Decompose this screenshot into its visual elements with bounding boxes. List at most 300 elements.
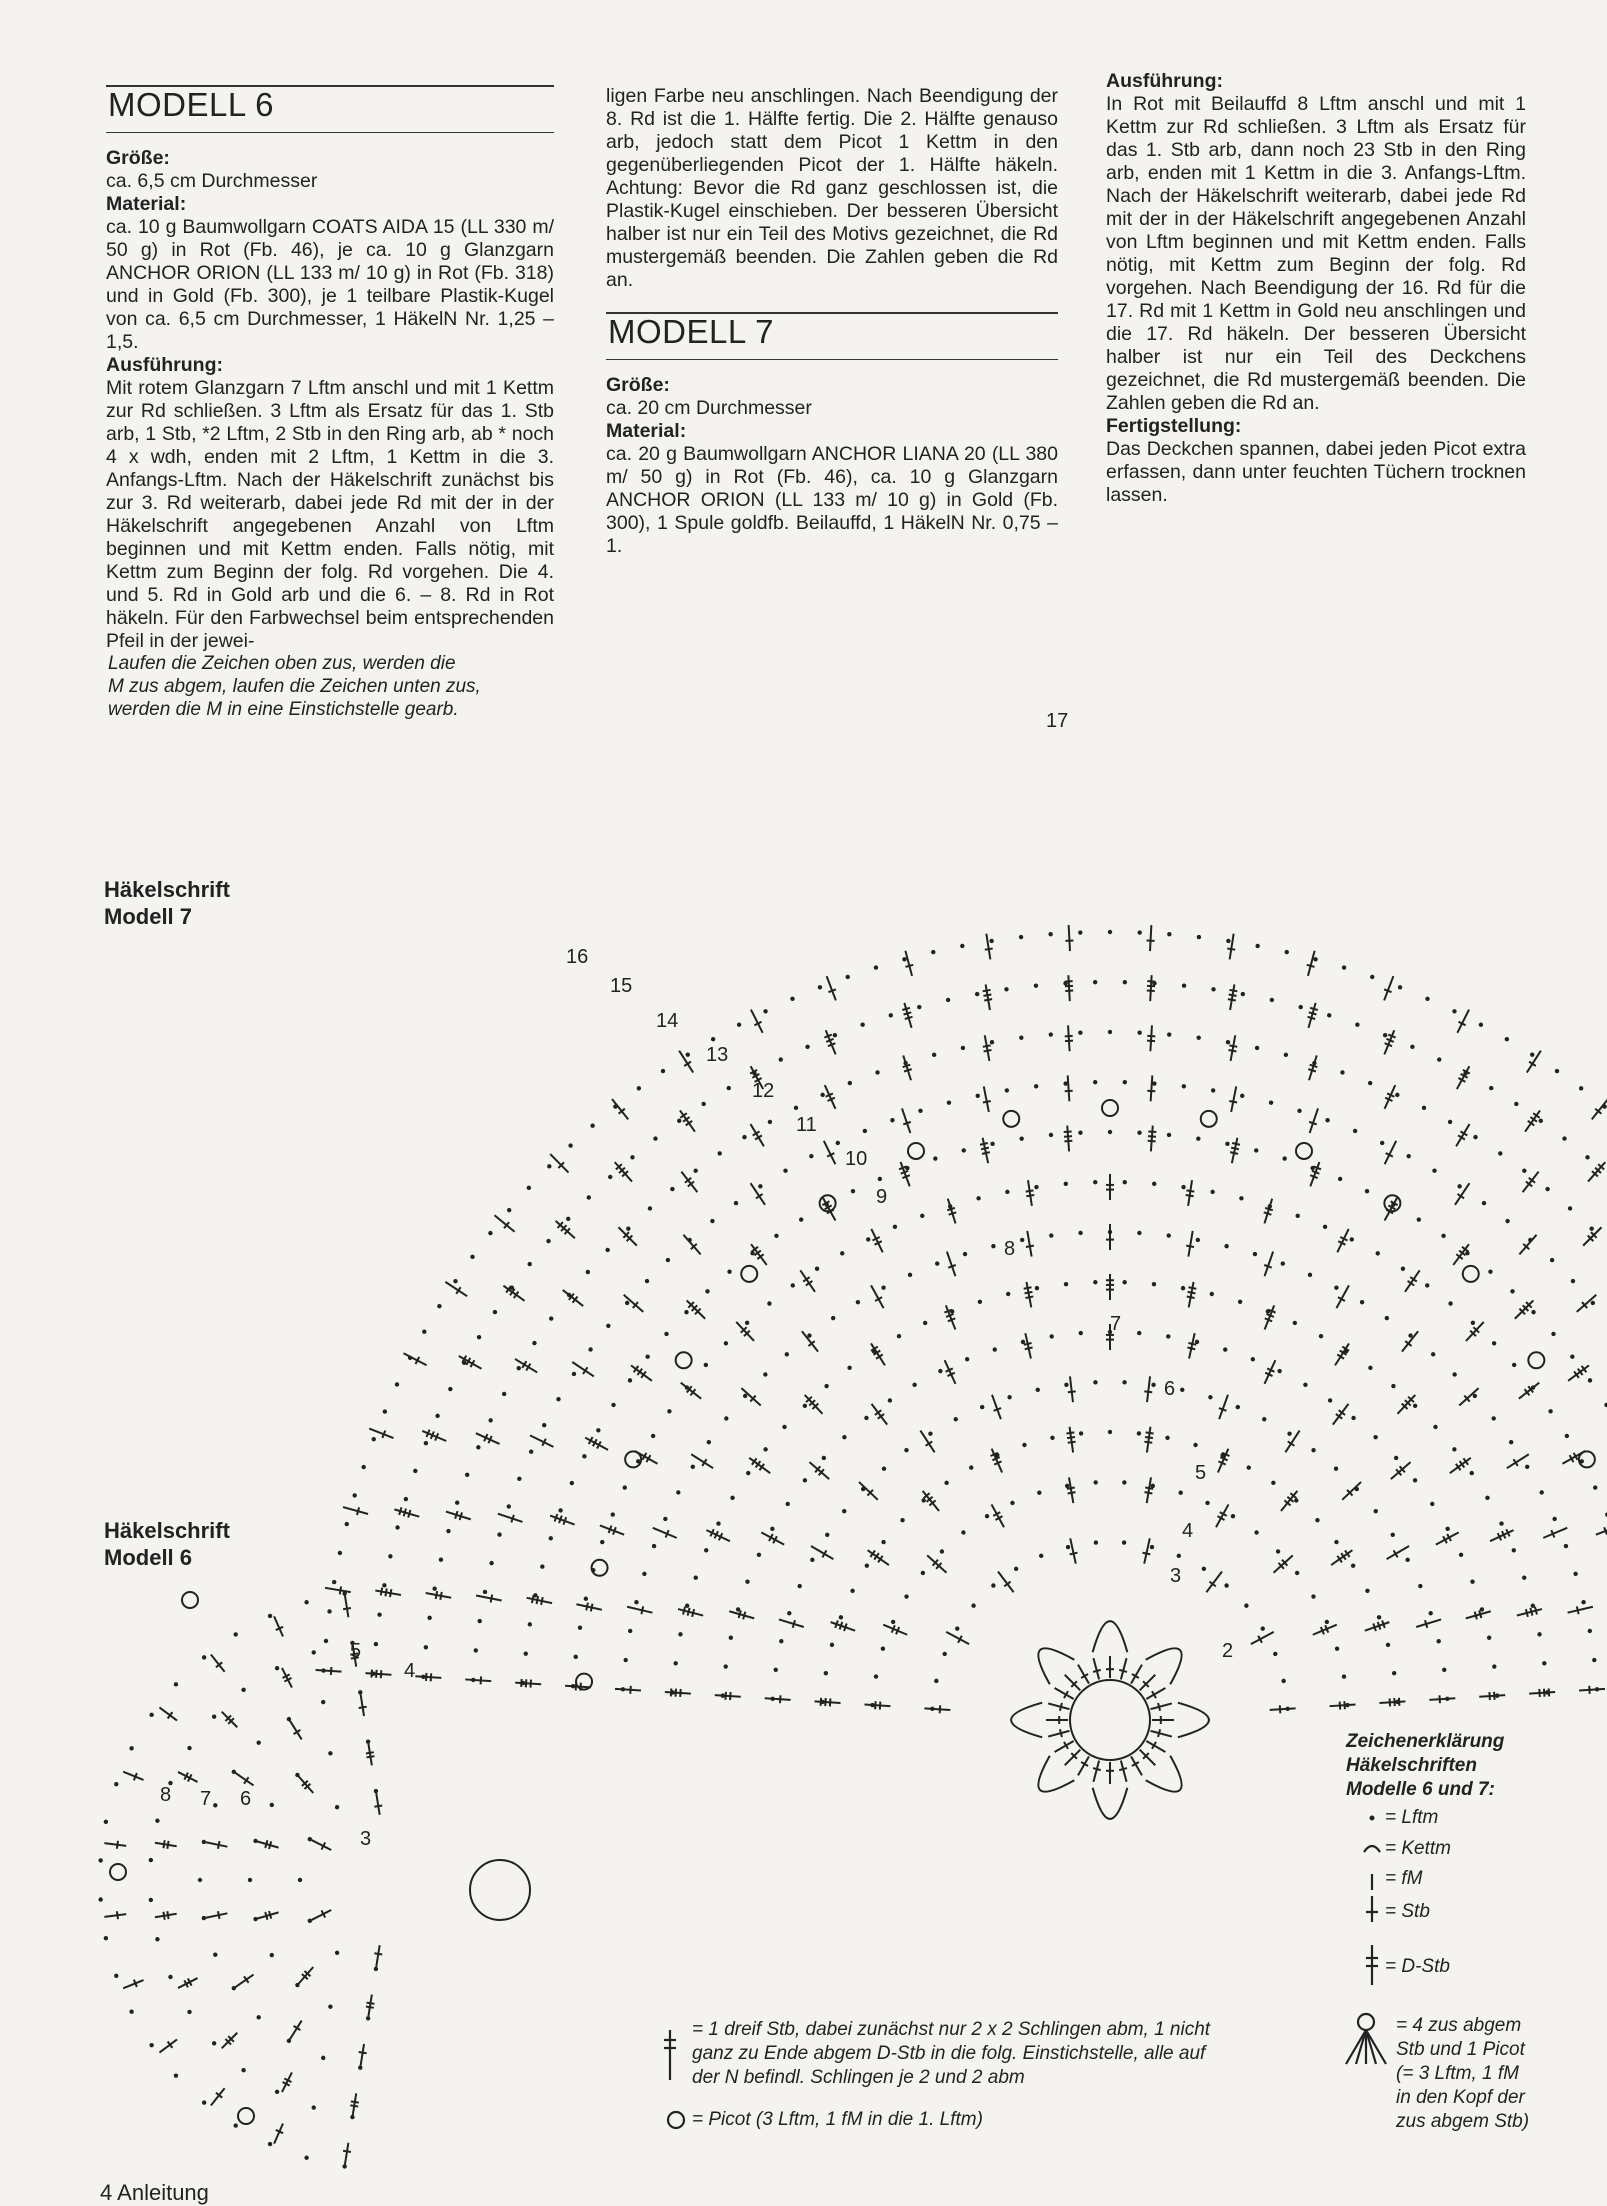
chain-stitch-symbol <box>729 1636 733 1640</box>
chain-stitch-symbol <box>424 1441 428 1445</box>
diagram6-round-5: 5 <box>350 1640 361 1663</box>
chain-stitch-symbol <box>831 1316 835 1320</box>
chain-stitch-symbol <box>1181 1185 1185 1189</box>
chain-stitch-symbol <box>342 2164 346 2168</box>
chain-stitch-symbol <box>975 992 979 996</box>
chain-stitch-symbol <box>1479 1023 1483 1027</box>
stitch-symbol <box>376 1670 377 1678</box>
stitch-symbol <box>521 1679 522 1687</box>
stitch-symbol <box>826 1039 833 1042</box>
chain-stitch-symbol <box>815 1267 819 1271</box>
stitch-symbol <box>1385 1043 1392 1046</box>
stitch-symbol <box>511 1515 514 1523</box>
chain-stitch-symbol <box>361 1465 365 1469</box>
chain-stitch-symbol <box>779 1057 783 1061</box>
chain-stitch-symbol <box>651 1434 655 1438</box>
chain-stitch-symbol <box>476 1445 480 1449</box>
chain-stitch-symbol <box>1297 1109 1301 1113</box>
chain-stitch-symbol <box>338 1551 342 1555</box>
chain-stitch-symbol <box>1137 1331 1141 1335</box>
model7-instructions: In Rot mit Beilauffd 8 Lftm anschl und mit 1 Kettm zur Rd schließen. 3 Lftm als Ersatz für das 1. Stb arb, dann noch 23 Stb in den Ring arb, enden mit 1 Kettm in die 3. Anfangs-Lftm. Nach der Häkelschrift weiterarb, dabei jede Rd mit der in der Häkelschrift angegebenen Anzahl von Lftm beginnen und mit Kettm enden. Falls nötig, mit Kettm zum Beginn der folg. Rd vorgehen. Nach Beendigung der 16. Rd für die 17. Rd mit 1 Kettm in Gold neu anschlingen und die 17. Rd häkeln. Der besseren Übersicht halber ist nur ein Teil des Deckchens gezeichnet, die Rd mustergemäß beenden. Die Zahlen geben die Rd an. <box>1106 93 1526 415</box>
stitch-symbol <box>1265 1318 1272 1321</box>
stitch-symbol <box>676 1689 677 1697</box>
chain-stitch-symbol <box>645 1279 649 1283</box>
stitch-symbol <box>641 1606 643 1614</box>
chain-stitch-symbol <box>1418 1584 1422 1588</box>
chain-stitch-symbol <box>860 1022 864 1026</box>
chain-stitch-symbol <box>960 944 964 948</box>
chain-stitch-symbol <box>453 1279 457 1283</box>
stitch-symbol <box>1378 1622 1381 1630</box>
legend-dreif-line3: der N befindl. Schlingen je 2 und 2 abm <box>692 2066 1292 2090</box>
stitch-symbol <box>809 1462 829 1479</box>
picot-symbol <box>1296 1143 1312 1159</box>
diagram6-label-line2: Modell 6 <box>104 1544 230 1571</box>
stitch-symbol <box>1119 1768 1127 1770</box>
chain-stitch-symbol <box>388 1554 392 1558</box>
diagram7-label-line2: Modell 7 <box>104 903 230 930</box>
stitch-symbol <box>117 1911 118 1919</box>
chain-stitch-symbol <box>1039 1554 1043 1558</box>
chain-stitch-symbol <box>1108 1130 1112 1134</box>
stitch-symbol <box>1307 1017 1315 1019</box>
cluster-stem-icon <box>1366 2030 1376 2064</box>
stitch-symbol <box>1025 1333 1031 1358</box>
chain-stitch-symbol <box>701 1102 705 1106</box>
chain-stitch-symbol <box>234 2123 238 2127</box>
chain-stitch-symbol <box>435 1414 439 1418</box>
chain-stitch-symbol <box>779 1639 783 1643</box>
chain-stitch-symbol <box>1167 1133 1171 1137</box>
model6-size: ca. 6,5 cm Durchmesser <box>106 170 554 193</box>
stitch-symbol <box>1549 1688 1550 1696</box>
chain-stitch-symbol <box>1014 1567 1018 1571</box>
chain-stitch-symbol <box>1037 1491 1041 1495</box>
stitch-symbol <box>1309 1055 1317 1080</box>
chain-stitch-symbol <box>1137 1231 1141 1235</box>
stitch-symbol <box>730 1692 731 1700</box>
stitch-symbol <box>1070 1553 1078 1555</box>
chain-stitch-symbol <box>372 1437 376 1441</box>
stitch-symbol <box>1064 1131 1072 1132</box>
chain-stitch-symbol <box>676 1490 680 1494</box>
stitch-symbol <box>681 1172 697 1192</box>
chain-stitch-symbol <box>980 1405 984 1409</box>
chain-stitch-symbol <box>989 939 993 943</box>
stitch-symbol <box>1388 1035 1395 1038</box>
stitch-symbol <box>904 1069 912 1071</box>
stitch-symbol <box>366 2007 374 2008</box>
diagram7-label-line1: Häkelschrift <box>104 876 230 903</box>
stitch-symbol <box>375 1590 401 1595</box>
diagram7-chart <box>316 925 1607 1819</box>
legend-heading-line2: Häkelschriften <box>1346 1754 1546 1778</box>
stitch-symbol <box>515 1359 537 1372</box>
chain-stitch-symbol <box>742 1135 746 1139</box>
chain-stitch-symbol <box>213 1803 217 1807</box>
stitch-symbol <box>1264 1212 1272 1214</box>
chain-stitch-symbol <box>830 1643 834 1647</box>
chain-stitch-symbol <box>1150 1545 1154 1549</box>
stitch-symbol <box>1093 1761 1099 1782</box>
chain-stitch-symbol <box>470 1255 474 1259</box>
chain-stitch-symbol <box>1004 987 1008 991</box>
model6-size-label: Größe: <box>106 147 554 170</box>
chain-stitch-symbol <box>304 1600 308 1604</box>
chain-stitch-symbol <box>605 1248 609 1252</box>
model6-instructions-part1: Mit rotem Glanzgarn 7 Lftm anschl und mit 1 Kettm zur Rd schließen. 3 Lftm als Ersatz für das 1. Stb arb, 1 Stb, *2 Lftm, 2 Stb in den Ring arb, ab * noch 4 x wdh, enden mit 2 Lftm, 1 Kettm in die 3. Anfangs-Lftm. Nach der Häkelschrift zunächst bis zur 3. Rd weiterarb, dabei jede Rd mit der in der Häkelschrift angegebenen Anzahl von Lftm beginnen und mit Kettm enden. Falls nötig, mit Kettm zum Beginn der folg. Rd vorgehen. Die 4. und 5. Rd in Gold arb und die 6. – 8. Rd in Rot häkeln. Für den Farbwechsel beim entsprechenden Pfeil in der jewei- <box>106 377 554 653</box>
stitch-symbol <box>1526 1609 1528 1617</box>
stitch-symbol <box>994 1408 1002 1411</box>
model6-instructions-label: Ausführung: <box>106 354 554 377</box>
symbol-note-line2: M zus abgem, laufen die Zeichen unten zus, <box>108 675 481 698</box>
stitch-symbol <box>1312 1171 1319 1174</box>
chain-stitch-symbol <box>1459 1553 1463 1557</box>
stitch-symbol <box>948 1318 955 1321</box>
chain-stitch-symbol <box>1573 1572 1577 1576</box>
legend-heading-line1: Zeichenerklärung <box>1346 1730 1546 1754</box>
stitch-symbol <box>576 1604 601 1610</box>
chain-stitch-symbol <box>478 1619 482 1623</box>
stitch-symbol <box>779 1619 804 1627</box>
stitch-symbol <box>1068 1492 1076 1493</box>
chain-stitch-symbol <box>1137 1030 1141 1034</box>
chain-stitch-symbol <box>1122 1380 1126 1384</box>
stitch-symbol <box>1150 1025 1152 1051</box>
chain-stitch-symbol <box>1021 1340 1025 1344</box>
chain-stitch-symbol <box>1335 1647 1339 1651</box>
chain-stitch-symbol <box>745 1580 749 1584</box>
chain-stitch-symbol <box>377 1612 381 1616</box>
stitch-symbol <box>1144 1391 1152 1392</box>
chain-stitch-symbol <box>1247 1465 1251 1469</box>
chain-stitch-symbol <box>268 1614 272 1618</box>
stitch-symbol <box>750 1124 763 1146</box>
stitch-symbol <box>415 1676 441 1678</box>
chain-stitch-symbol <box>763 1009 767 1013</box>
stitch-symbol <box>134 1980 137 1987</box>
chain-stitch-symbol <box>1368 1081 1372 1085</box>
cluster-stem-icon <box>1346 2030 1366 2064</box>
stitch-symbol <box>1229 1045 1237 1046</box>
legend-cluster-line1: = 4 zus abgem <box>1396 2014 1556 2038</box>
chain-stitch-symbol <box>1281 1679 1285 1683</box>
chain-stitch-symbol <box>904 1594 908 1598</box>
chain-stitch-symbol <box>1093 1480 1097 1484</box>
chain-stitch-symbol <box>524 1651 528 1655</box>
stitch-symbol <box>725 1692 726 1700</box>
diagram7-round-15: 15 <box>610 975 632 998</box>
chain-stitch-symbol <box>790 997 794 1001</box>
chain-stitch-symbol <box>1581 1600 1585 1604</box>
stitch-symbol <box>1068 1391 1076 1392</box>
chain-stitch-symbol <box>1485 1496 1489 1500</box>
chain-stitch-symbol <box>155 1819 159 1823</box>
chain-stitch-symbol <box>1383 1033 1387 1037</box>
chain-stitch-symbol <box>1492 1664 1496 1668</box>
stitch-symbol <box>615 1689 641 1691</box>
chain-stitch-symbol <box>902 957 906 961</box>
stitch-symbol <box>765 1698 791 1700</box>
stitch-symbol <box>1229 995 1237 996</box>
stitch-symbol <box>751 1183 765 1205</box>
chain-stitch-symbol <box>1392 1671 1396 1675</box>
stitch-symbol <box>692 1609 694 1617</box>
stitch-symbol <box>299 1776 314 1793</box>
chain-stitch-symbol <box>1565 1434 1569 1438</box>
stitch-symbol <box>494 1215 514 1231</box>
stitch-symbol <box>1151 1126 1153 1152</box>
chain-stitch-symbol <box>1370 975 1374 979</box>
stitch-symbol <box>541 1597 543 1605</box>
chain-stitch-symbol <box>667 1409 671 1413</box>
chain-stitch-symbol <box>1442 1668 1446 1672</box>
chain-stitch-symbol <box>1552 1517 1556 1521</box>
chain-stitch-symbol <box>1436 1639 1440 1643</box>
stitch-symbol <box>902 1175 909 1178</box>
chain-stitch-symbol <box>1313 957 1317 961</box>
chain-stitch-symbol <box>670 1187 674 1191</box>
stitch-symbol <box>357 1507 359 1515</box>
chain-stitch-symbol <box>529 1450 533 1454</box>
stitch-symbol <box>1455 1183 1469 1205</box>
chain-stitch-symbol <box>1585 1155 1589 1159</box>
chain-stitch-symbol <box>1240 1094 1244 1098</box>
chain-stitch-symbol <box>893 1225 897 1229</box>
symbol-note-line3: werden die M in eine Einstichstelle gearb. <box>108 698 481 721</box>
chain-stitch-symbol <box>637 1086 641 1090</box>
chain-stitch-symbol <box>630 1155 634 1159</box>
chain-stitch-symbol <box>799 1217 803 1221</box>
stitch-symbol <box>828 1043 835 1046</box>
chain-stitch-symbol <box>1208 1395 1212 1399</box>
stitch-symbol <box>376 1793 379 1815</box>
stitch-symbol <box>1026 1195 1034 1196</box>
chain-stitch-symbol <box>791 1283 795 1287</box>
chain-stitch-symbol <box>767 1301 771 1305</box>
stitch-symbol <box>1568 1607 1593 1613</box>
chain-stitch-symbol <box>652 1544 656 1548</box>
stitch-symbol <box>359 2052 367 2053</box>
chain-stitch-symbol <box>874 965 878 969</box>
chain-stitch-symbol <box>413 1469 417 1473</box>
stitch-symbol <box>859 1482 878 1500</box>
chain-stitch-symbol <box>1433 1425 1437 1429</box>
stitch-symbol <box>532 1595 534 1603</box>
chain-stitch-symbol <box>1123 1180 1127 1184</box>
stitch-symbol <box>331 1667 332 1675</box>
chain-stitch-symbol <box>1236 1405 1240 1409</box>
chain-stitch-symbol <box>1342 1674 1346 1678</box>
chain-stitch-symbol <box>1323 1225 1327 1229</box>
stitch-symbol <box>1145 1437 1153 1438</box>
stitch-symbol <box>1592 1099 1607 1119</box>
stitch-symbol <box>269 1841 271 1849</box>
chain-stitch-symbol <box>1550 1258 1554 1262</box>
stitch-symbol <box>591 1604 593 1612</box>
chain-stitch-symbol <box>1441 1234 1445 1238</box>
stitch-symbol <box>399 1507 401 1515</box>
stitch-symbol <box>1229 1101 1237 1103</box>
chain-stitch-symbol <box>1295 1571 1299 1575</box>
chain-stitch-symbol <box>321 2056 325 2060</box>
chain-stitch-symbol <box>846 975 850 979</box>
stitch-symbol <box>1231 1086 1236 1111</box>
stitch-symbol <box>498 1514 523 1522</box>
stitch-symbol <box>1479 1610 1481 1618</box>
stitch-symbol <box>556 1221 575 1238</box>
chain-stitch-symbol <box>782 1425 786 1429</box>
legend-stb: = Stb <box>1385 1900 1430 1924</box>
diagram6-round-4: 4 <box>404 1660 415 1683</box>
stitch-symbol <box>155 1843 177 1846</box>
stitch-symbol <box>345 1596 348 1618</box>
stitch-symbol <box>1232 1138 1238 1163</box>
chain-stitch-symbol <box>864 1416 868 1420</box>
chain-stitch-symbol <box>358 2065 362 2069</box>
stitch-symbol <box>1188 1180 1192 1206</box>
stitch-symbol <box>376 1945 379 1967</box>
chain-stitch-symbol <box>1325 1118 1329 1122</box>
chain-stitch-symbol <box>1078 1030 1082 1034</box>
chain-stitch-symbol <box>1385 1316 1389 1320</box>
chain-stitch-symbol <box>1226 939 1230 943</box>
chain-stitch-symbol <box>1269 1100 1273 1104</box>
stitch-symbol <box>340 1586 341 1594</box>
stitch-symbol <box>902 1008 910 1010</box>
chain-stitch-symbol <box>213 1952 217 1956</box>
chain-stitch-symbol <box>1108 1030 1112 1034</box>
chain-stitch-symbol <box>298 1878 302 1882</box>
chain-stitch-symbol <box>1592 1658 1596 1662</box>
chain-stitch-symbol <box>507 1504 511 1508</box>
chain-stitch-symbol <box>1019 1136 1023 1140</box>
chain-stitch-symbol <box>1406 1154 1410 1158</box>
chain-stitch-symbol <box>1522 1169 1526 1173</box>
chain-stitch-symbol <box>1537 1632 1541 1636</box>
stitch-symbol <box>481 1676 482 1684</box>
diagram6-label-line1: Häkelschrift <box>104 1517 230 1544</box>
chain-stitch-symbol <box>1064 1383 1068 1387</box>
stitch-symbol <box>1151 1703 1172 1709</box>
chain-stitch-symbol <box>653 1136 657 1140</box>
stitch-symbol <box>612 1099 628 1119</box>
stitch-symbol <box>627 1607 652 1613</box>
chain-stitch-symbol <box>149 1898 153 1902</box>
diagram7-round-8: 8 <box>1004 1238 1015 1261</box>
chain-stitch-symbol <box>1196 1238 1200 1242</box>
chain-stitch-symbol <box>718 1151 722 1155</box>
stitch-symbol <box>550 1154 568 1172</box>
picot-symbol <box>1463 1266 1479 1282</box>
chain-stitch-symbol <box>1512 1363 1516 1367</box>
chain-stitch-symbol <box>1034 984 1038 988</box>
chain-stitch-symbol <box>446 1529 450 1533</box>
chain-stitch-symbol <box>677 1119 681 1123</box>
chain-stitch-symbol <box>1254 1530 1258 1534</box>
chain-stitch-symbol <box>1542 1661 1546 1665</box>
chain-stitch-symbol <box>1005 1088 1009 1092</box>
stitch-symbol <box>743 1612 745 1620</box>
chain-stitch-symbol <box>881 1286 885 1290</box>
chain-stitch-symbol <box>256 1740 260 1744</box>
chain-stitch-symbol <box>923 1321 927 1325</box>
cluster-stem-icon <box>1356 2030 1366 2064</box>
chain-stitch-symbol <box>1078 1131 1082 1135</box>
chain-stitch-symbol <box>724 1341 728 1345</box>
diagram7-round-4: 4 <box>1182 1520 1193 1543</box>
chain-stitch-symbol <box>477 1335 481 1339</box>
chain-stitch-symbol <box>1210 1292 1214 1296</box>
chain-stitch-symbol <box>1193 1443 1197 1447</box>
chain-stitch-symbol <box>971 1603 975 1607</box>
diagram7-round-16: 16 <box>566 946 588 969</box>
stitch-symbol <box>844 1624 847 1632</box>
stitch-symbol <box>1227 948 1235 949</box>
chain-stitch-symbol <box>1509 1440 1513 1444</box>
stitch-symbol <box>1148 1136 1156 1137</box>
chain-stitch-symbol <box>1505 1037 1509 1041</box>
stitch-symbol <box>653 1528 677 1538</box>
chain-stitch-symbol <box>1277 1369 1281 1373</box>
chain-stitch-symbol <box>882 1466 886 1470</box>
stitch-symbol <box>1384 989 1391 992</box>
stitch-symbol <box>1121 1761 1127 1782</box>
chain-stitch-symbol <box>840 1251 844 1255</box>
stitch-symbol <box>880 1702 881 1710</box>
stitch-symbol <box>366 1752 374 1753</box>
chain-stitch-symbol <box>1123 1080 1127 1084</box>
stitch-symbol <box>1066 1432 1074 1433</box>
chain-stitch-symbol <box>912 1383 916 1387</box>
chain-stitch-symbol <box>1512 1548 1516 1552</box>
stitch-symbol <box>436 1591 437 1599</box>
chain-stitch-symbol <box>1049 1032 1053 1036</box>
chain-stitch-symbol <box>921 1571 925 1575</box>
diagram6-chart <box>98 1591 530 2168</box>
chain-stitch-symbol <box>1261 1626 1265 1630</box>
stitch-symbol <box>134 1773 137 1780</box>
chain-stitch-symbol <box>824 1671 828 1675</box>
chain-stitch-symbol <box>1431 1352 1435 1356</box>
chain-stitch-symbol <box>746 1471 750 1475</box>
chain-stitch-symbol <box>1152 1182 1156 1186</box>
diagram7-round-10: 10 <box>845 1148 867 1171</box>
stitch-symbol <box>948 1265 956 1268</box>
chain-stitch-symbol <box>1315 1518 1319 1522</box>
chain-stitch-symbol <box>625 1301 629 1305</box>
chain-stitch-symbol <box>1253 1252 1257 1256</box>
stitch-symbol <box>343 2151 351 2152</box>
chain-stitch-symbol <box>1525 1465 1529 1469</box>
legend <box>1346 1730 1546 1802</box>
chain-stitch-symbol <box>606 1324 610 1328</box>
chain-stitch-symbol <box>946 998 950 1002</box>
stitch-symbol <box>1025 1348 1033 1350</box>
page-number: 4 <box>100 2180 112 2205</box>
chain-stitch-symbol <box>881 1540 885 1544</box>
chain-stitch-symbol <box>1514 1102 1518 1106</box>
stitch-symbol <box>872 1404 888 1425</box>
chain-stitch-symbol <box>1499 1521 1503 1525</box>
stitch-symbol <box>948 1199 956 1224</box>
chain-stitch-symbol <box>866 1237 870 1241</box>
legend-dreif-line2: ganz zu Ende abgem D-Stb in die folg. Einstichstelle, alle auf <box>692 2042 1292 2066</box>
diagram7-round-13: 13 <box>706 1044 728 1067</box>
stitch-symbol <box>163 1840 164 1848</box>
chain-stitch-symbol <box>1284 1053 1288 1057</box>
chain-stitch-symbol <box>1551 1332 1555 1336</box>
